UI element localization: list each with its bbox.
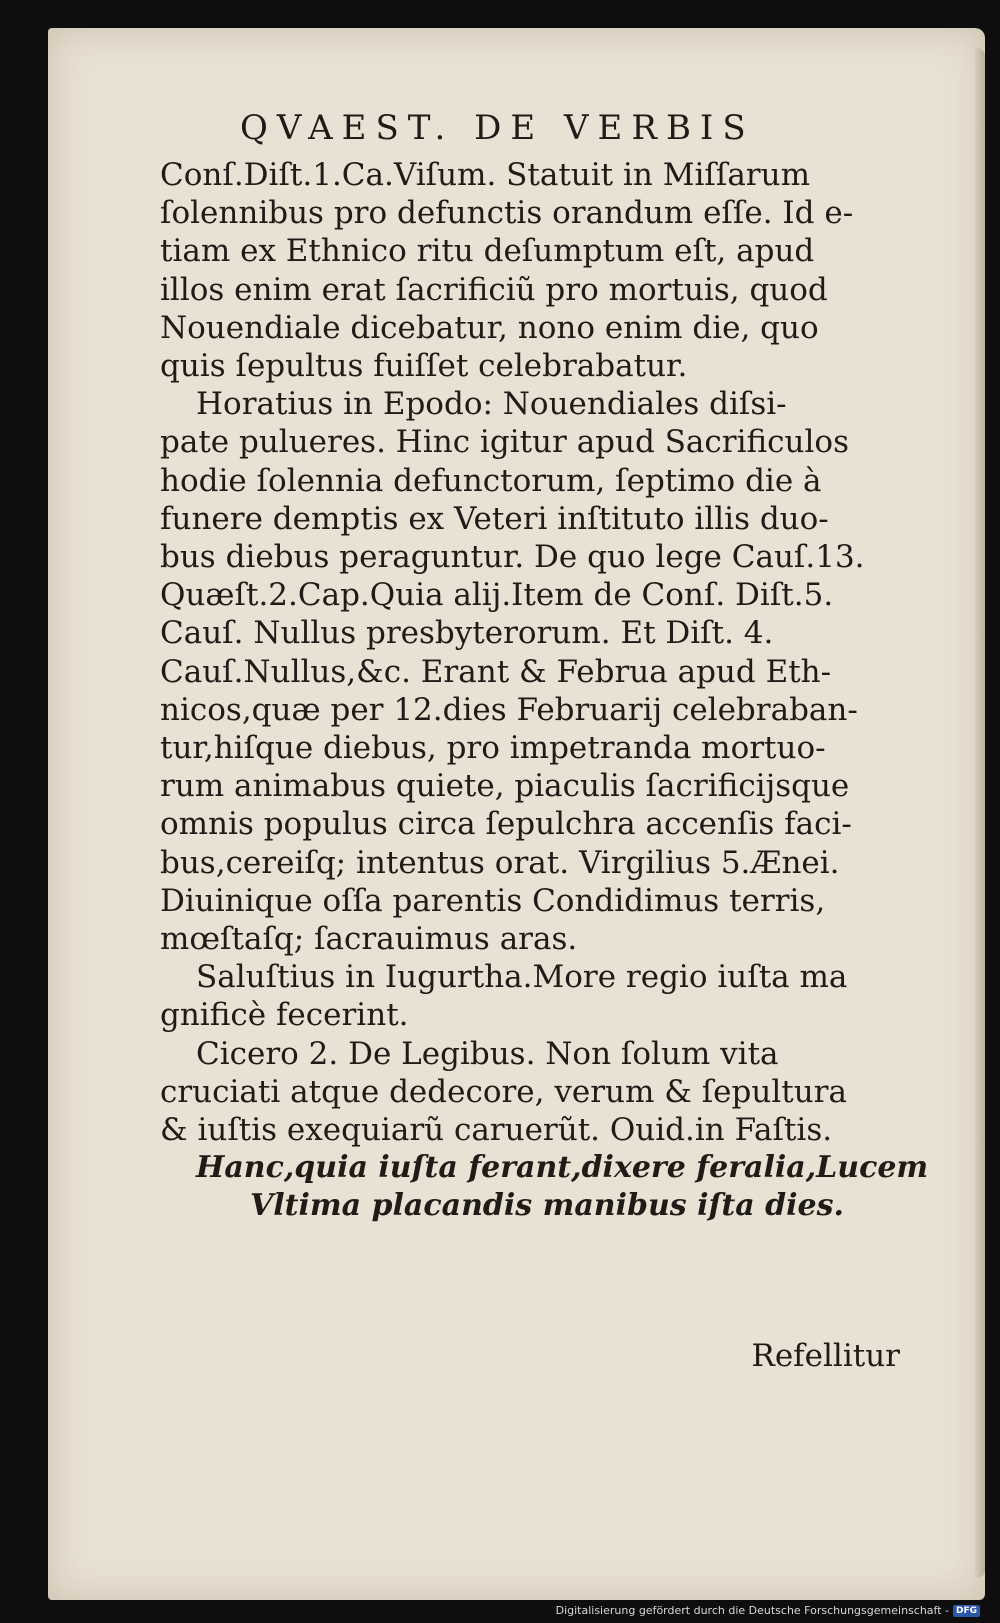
catchword: Refellitur bbox=[751, 1338, 900, 1374]
text-line: rum animabus quiete, piaculis ſacrificijsque bbox=[160, 768, 850, 805]
text-line: nicos,quæ per 12.dies Februarij celebraban- bbox=[160, 691, 858, 728]
running-head: QVAEST. DE VERBIS bbox=[240, 108, 755, 148]
text-line: tur,hiſque diebus, pro impetranda mortuo- bbox=[160, 730, 826, 767]
text-line: quis ſepultus fuiſſet celebrabatur. bbox=[160, 348, 688, 385]
text-line: tiam ex Ethnico ritu deſumptum eſt, apud bbox=[160, 233, 815, 270]
text-line: Quæſt.2.Cap.Quia alij.Item de Conſ. Diſt.5. bbox=[160, 577, 834, 614]
text-line: Saluſtius in Iugurtha.More regio iuſta ma bbox=[196, 959, 848, 996]
body-text bbox=[160, 156, 940, 1149]
text-line: mœſtaſq; ſacrauimus aras. bbox=[160, 921, 578, 958]
text-line: ſolennibus pro defunctis orandum eſſe. Id e- bbox=[160, 195, 854, 232]
text-block bbox=[160, 108, 940, 1226]
text-line: gnificè fecerint. bbox=[160, 997, 409, 1034]
text-line: Nouendiale dicebatur, nono enim die, quo bbox=[160, 309, 819, 346]
text-line: pate pulueres. Hinc igitur apud Sacrificulos bbox=[160, 424, 849, 461]
text-line: bus diebus peraguntur. De quo lege Cauſ.13. bbox=[160, 539, 865, 576]
text-line: illos enim erat ſacrificiũ pro mortuis, quod bbox=[160, 271, 828, 308]
page-edge bbox=[975, 48, 985, 1578]
verse-line: Hanc,quia iuſta ferant,dixere feralia,Lucem bbox=[196, 1150, 929, 1186]
text-line: Cauſ.Nullus,&c. Erant & Februa apud Eth- bbox=[160, 653, 832, 690]
dfg-logo: DFG bbox=[953, 1605, 980, 1617]
text-line: hodie ſolennia defunctorum, ſeptimo die à bbox=[160, 462, 822, 499]
text-line: Diuinique oſſa parentis Condidimus terris, bbox=[160, 882, 826, 919]
text-line: bus,cereiſq; intentus orat. Virgilius 5.Æneі. bbox=[160, 844, 840, 881]
text-line: Conſ.Diſt.1.Ca.Viſum. Statuit in Miſſarum bbox=[160, 157, 810, 193]
text-line: Cicero 2. De Legibus. Non ſolum vita bbox=[196, 1035, 779, 1072]
verse-line: Vltima placandis manibus iſta dies. bbox=[250, 1188, 844, 1224]
footer-credit: Digitalisierung gefördert durch die Deutsche Forschungsgemeinschaft - bbox=[555, 1604, 949, 1617]
text-line: Cauſ. Nullus presbyterorum. Et Diſt. 4. bbox=[160, 615, 774, 652]
text-line: & iuſtis exequiarũ caruerũt. Ouid.in Faſtis. bbox=[160, 1112, 833, 1149]
text-line: Horatius in Epodo: Nouendiales diſsi- bbox=[196, 386, 787, 423]
text-line: cruciati atque dedecore, verum & ſepultura bbox=[160, 1073, 847, 1110]
text-line: omnis populus circa ſepulchra accenſis faci- bbox=[160, 806, 852, 843]
text-line: funere demptis ex Veteri inſtituto illis duo- bbox=[160, 500, 829, 537]
digitization-footer bbox=[556, 1604, 980, 1617]
